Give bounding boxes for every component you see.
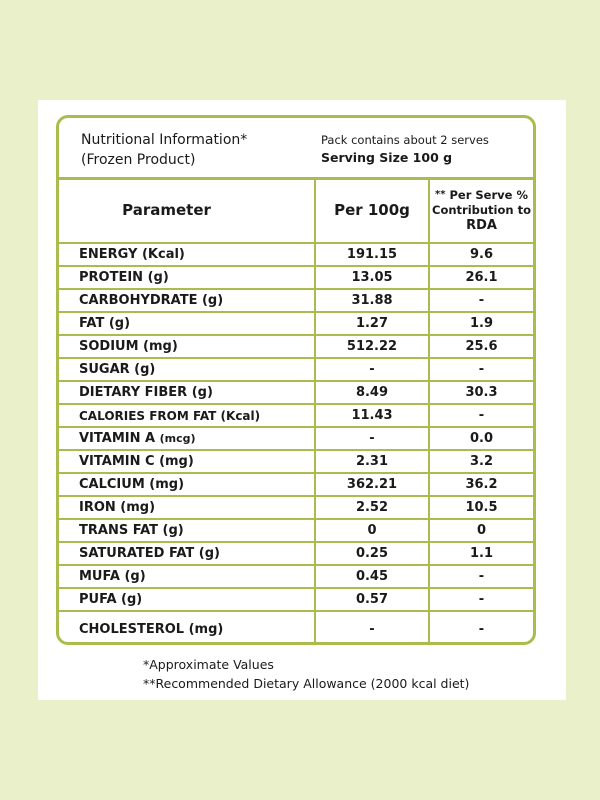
footnotes: [143, 655, 469, 693]
value-rda-percent: 0.0: [429, 427, 533, 450]
nutrient-label: FAT (g): [79, 316, 131, 331]
value-per-100g: 1.27: [315, 312, 429, 335]
value-per-100g: 8.49: [315, 381, 429, 404]
value-per-100g: 191.15: [315, 243, 429, 266]
nutrient-label: SATURATED FAT (g): [79, 546, 220, 561]
pack-info: Pack contains about 2 serves: [321, 133, 489, 147]
value-per-100g: 13.05: [315, 266, 429, 289]
nutrient-name: [59, 611, 315, 645]
table-row: [59, 496, 533, 519]
nutrition-table: [59, 177, 533, 645]
table-row: [59, 358, 533, 381]
nutrient-name: [59, 565, 315, 588]
label-title: [81, 130, 247, 170]
nutrient-label: MUFA (g): [79, 569, 146, 584]
value-per-100g: 0: [315, 519, 429, 542]
value-per-100g: -: [315, 427, 429, 450]
value-rda-percent: 0: [429, 519, 533, 542]
nutrient-label: CALORIES FROM FAT (Kcal): [79, 408, 261, 423]
value-rda-percent: -: [429, 565, 533, 588]
table-row: [59, 473, 533, 496]
nutrient-label: DIETARY FIBER (g): [79, 385, 213, 400]
value-per-100g: 362.21: [315, 473, 429, 496]
value-rda-percent: -: [429, 588, 533, 611]
value-rda-percent: -: [429, 358, 533, 381]
serving-info: [321, 131, 489, 167]
nutrient-name: [59, 542, 315, 565]
rda-line-2: Contribution to: [432, 202, 531, 217]
table-row: [59, 427, 533, 450]
nutrient-name: [59, 427, 315, 450]
nutrient-label: PUFA (g): [79, 592, 143, 607]
table-row: [59, 335, 533, 358]
nutrition-label-sheet: [38, 100, 566, 700]
value-rda-percent: 36.2: [429, 473, 533, 496]
value-per-100g: 11.43: [315, 404, 429, 427]
title-line-2: (Frozen Product): [81, 152, 196, 168]
nutrient-name: [59, 588, 315, 611]
nutrient-name: [59, 496, 315, 519]
table-row: [59, 588, 533, 611]
rda-asterisks: **: [435, 188, 446, 200]
table-row: [59, 519, 533, 542]
table-row: [59, 565, 533, 588]
nutrient-label: SODIUM (mg): [79, 339, 178, 354]
table-row: [59, 266, 533, 289]
table-row: [59, 312, 533, 335]
table-row: [59, 404, 533, 427]
footnote-rda: **Recommended Dietary Allowance (2000 kcal diet): [143, 676, 470, 691]
nutrient-name: [59, 404, 315, 427]
value-per-100g: 512.22: [315, 335, 429, 358]
header-parameter: Parameter: [59, 177, 315, 243]
value-rda-percent: 25.6: [429, 335, 533, 358]
nutrient-name: [59, 519, 315, 542]
nutrient-name: [59, 289, 315, 312]
nutrient-name: [59, 243, 315, 266]
nutrient-label: CHOLESTEROL (mg): [79, 622, 224, 637]
nutrient-label: SUGAR (g): [79, 362, 156, 377]
value-rda-percent: 9.6: [429, 243, 533, 266]
nutrient-label: TRANS FAT (g): [79, 523, 184, 538]
value-rda-percent: 3.2: [429, 450, 533, 473]
rda-line-1: Per Serve %: [449, 187, 528, 202]
serving-size: Serving Size 100 g: [321, 150, 453, 165]
nutrient-label: ENERGY (Kcal): [79, 247, 185, 262]
nutrient-name: [59, 335, 315, 358]
value-per-100g: -: [315, 358, 429, 381]
table-row: [59, 611, 533, 645]
value-rda-percent: 30.3: [429, 381, 533, 404]
value-rda-percent: -: [429, 611, 533, 645]
header-rda: [429, 177, 533, 243]
table-row: [59, 243, 533, 266]
nutrient-label: CARBOHYDRATE (g): [79, 293, 224, 308]
value-per-100g: 0.57: [315, 588, 429, 611]
nutrient-label: CALCIUM (mg): [79, 477, 185, 492]
nutrient-label: PROTEIN (g): [79, 270, 169, 285]
nutrition-table-box: [56, 115, 536, 645]
nutrient-label: IRON (mg): [79, 500, 156, 515]
nutrient-label: VITAMIN A: [79, 431, 156, 446]
nutrient-name: [59, 473, 315, 496]
label-header: [59, 118, 533, 180]
nutrient-name: [59, 312, 315, 335]
value-per-100g: -: [315, 611, 429, 645]
table-row: [59, 381, 533, 404]
value-rda-percent: -: [429, 289, 533, 312]
value-per-100g: 2.31: [315, 450, 429, 473]
value-per-100g: 0.45: [315, 565, 429, 588]
table-row: [59, 289, 533, 312]
footnote-approximate: *Approximate Values: [143, 657, 274, 672]
title-line-1: Nutritional Information*: [81, 132, 248, 148]
value-rda-percent: 10.5: [429, 496, 533, 519]
value-rda-percent: 1.1: [429, 542, 533, 565]
value-per-100g: 0.25: [315, 542, 429, 565]
nutrient-name: [59, 381, 315, 404]
nutrient-name: [59, 450, 315, 473]
value-rda-percent: 26.1: [429, 266, 533, 289]
rda-line-3: RDA: [466, 217, 497, 233]
table-row: [59, 542, 533, 565]
value-rda-percent: -: [429, 404, 533, 427]
table-header-row: [59, 177, 533, 243]
nutrient-unit: (mcg): [159, 432, 196, 445]
value-per-100g: 31.88: [315, 289, 429, 312]
value-rda-percent: 1.9: [429, 312, 533, 335]
nutrient-name: [59, 266, 315, 289]
table-row: [59, 450, 533, 473]
header-per-100g: Per 100g: [315, 177, 429, 243]
value-per-100g: 2.52: [315, 496, 429, 519]
nutrient-label: VITAMIN C (mg): [79, 454, 194, 469]
nutrient-name: [59, 358, 315, 381]
